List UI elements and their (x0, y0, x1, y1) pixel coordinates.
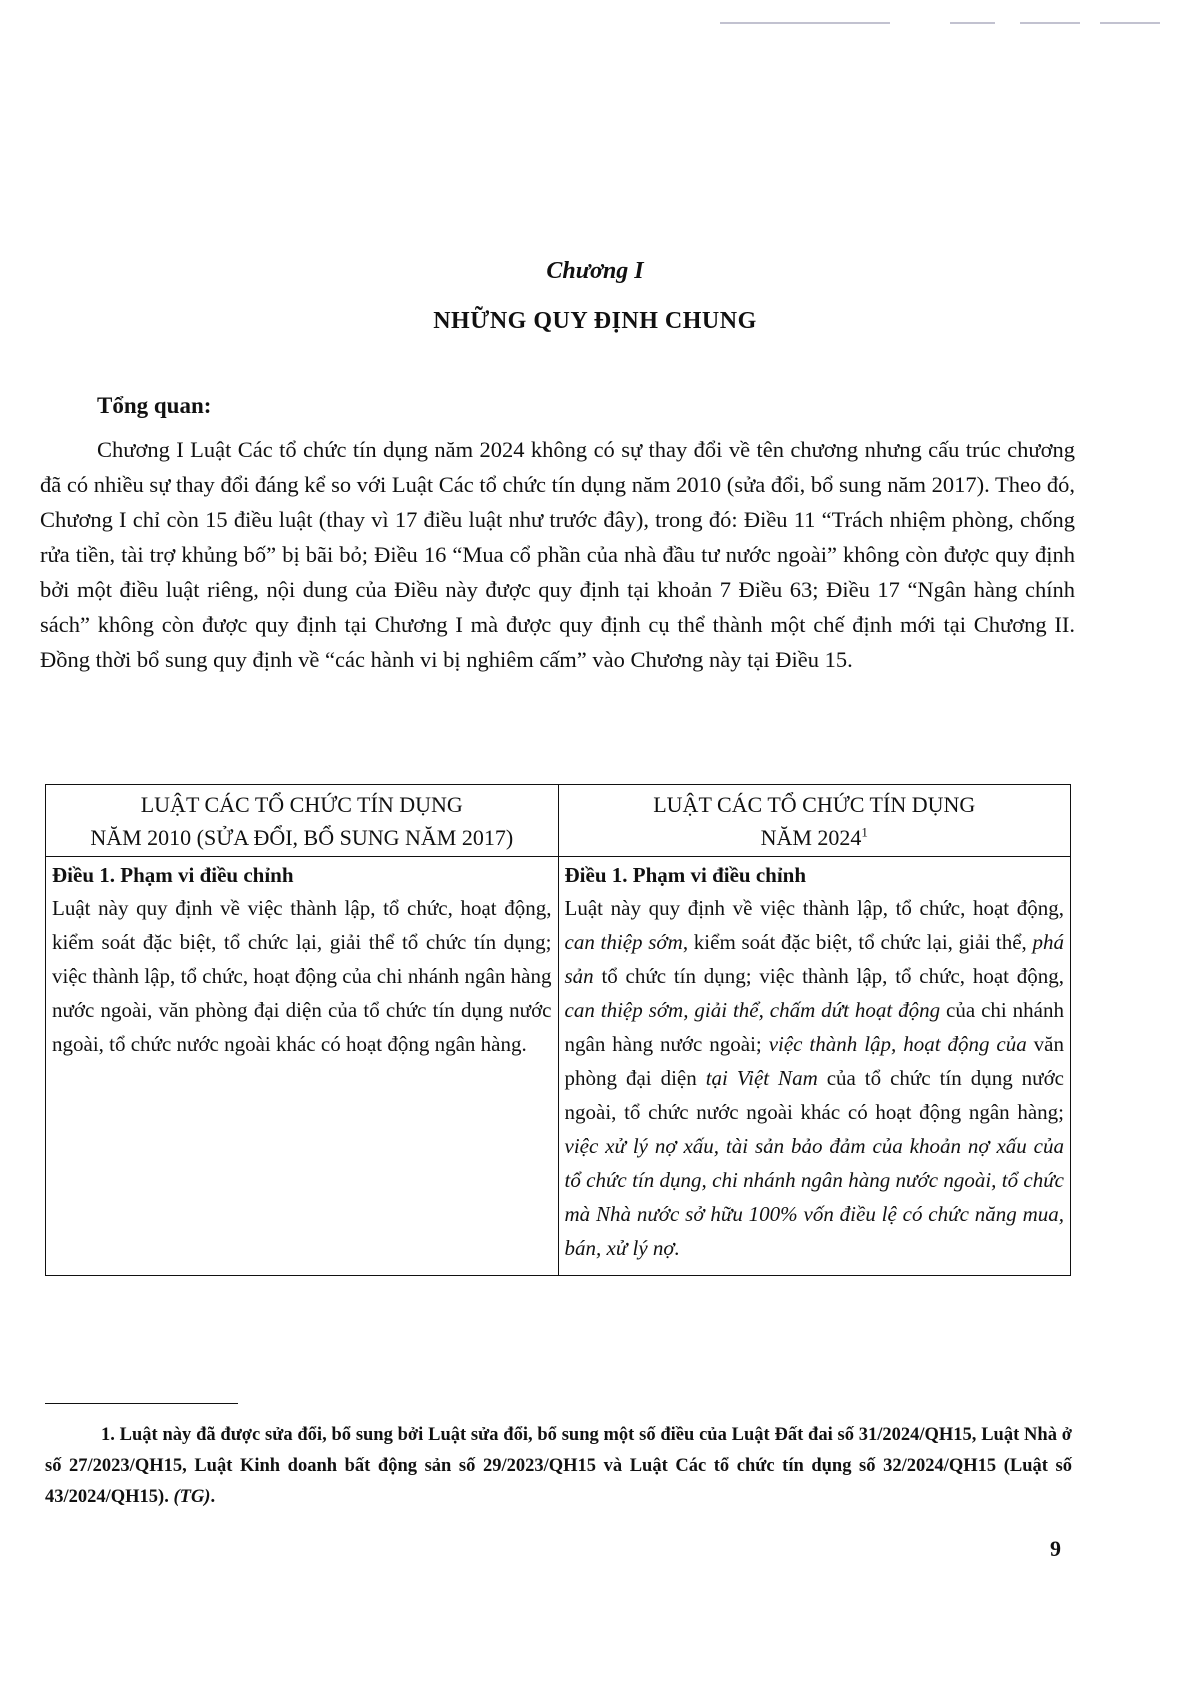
left-header-line2: NĂM 2010 (SỬA ĐỔI, BỔ SUNG NĂM 2017) (90, 825, 514, 850)
chapter-title: Chương I (546, 258, 644, 284)
left-article-title: Điều 1. Phạm vi điều chỉnh (52, 863, 294, 887)
comparison-table (45, 784, 1071, 1276)
left-column-header (46, 785, 559, 857)
amended-text: can thiệp sớm (564, 930, 683, 954)
amended-text: việc xử lý nợ xấu, tài sản bảo đảm của khoản nợ xấu của tổ chức tín dụng, chi nhánh ngân hàng nước ngoài, tổ chức mà Nhà nước sở hữu 100% vốn điều lệ có chức năng mua, bán, xử lý nợ. (564, 1134, 1064, 1260)
article-text: tổ chức tín dụng; việc thành lập, tổ chức, hoạt động, (593, 964, 1064, 988)
amended-text: can thiệp sớm, giải thể, chấm dứt hoạt động (564, 998, 941, 1022)
right-header-line1: LUẬT CÁC TỔ CHỨC TÍN DỤNG (653, 792, 976, 817)
footnote (45, 1420, 1072, 1513)
footnote-reference[interactable]: 1 (861, 824, 868, 840)
scan-artifact (720, 22, 1160, 28)
left-article-cell (46, 857, 559, 1276)
article-text: , kiểm soát đặc biệt, tổ chức lại, giải thể, (682, 930, 1033, 954)
amended-text: tại Việt Nam (705, 1066, 818, 1090)
footnote-text: 1. Luật này đã được sửa đổi, bổ sung bởi Luật sửa đổi, bổ sung một số điều của Luật Đất đai số 31/2024/QH15, Luật Nhà ở số 27/2023/QH15, Luật Kinh doanh bất động sản số 29/2023/QH15 và Luật Các tổ chức tín dụng số 32/2024/QH15 (Luật số 43/2024/QH15). (45, 1425, 1072, 1507)
left-header-line1: LUẬT CÁC TỔ CHỨC TÍN DỤNG (140, 792, 463, 817)
table-header-row (46, 785, 1071, 857)
right-article-body (565, 891, 1065, 1265)
right-header-line2 (567, 821, 1063, 854)
chapter-subtitle: NHỮNG QUY ĐỊNH CHUNG (433, 308, 757, 334)
article-text: Luật này quy định về việc thành lập, tổ chức, hoạt động, (564, 896, 1064, 920)
footnote-tag-suffix: . (210, 1487, 216, 1507)
footnote-tag: (TG) (173, 1487, 211, 1507)
article-text: văn phòng đại diện (564, 1032, 1064, 1090)
amended-text: phá sản (564, 930, 1064, 988)
footnote-divider (45, 1403, 238, 1404)
right-column-header (558, 785, 1071, 857)
amended-text: việc thành lập, hoạt động của (768, 1032, 1027, 1056)
right-article-cell (558, 857, 1071, 1276)
article-text: của chi nhánh ngân hàng nước ngoài; (564, 998, 1064, 1056)
overview-heading: Tổng quan: (97, 393, 212, 418)
page-number: 9 (1050, 1536, 1061, 1561)
overview-paragraph: Chương I Luật Các tổ chức tín dụng năm 2024 không có sự thay đổi về tên chương nhưng cấu trúc chương đã có nhiều sự thay đổi đáng kể so với Luật Các tổ chức tín dụng năm 2010 (sửa đổi, bổ sung năm 2017). Theo đó, Chương I chỉ còn 15 điều luật (thay vì 17 điều luật như trước đây), trong đó: Điều 11 “Trách nhiệm phòng, chống rửa tiền, tài trợ khủng bố” bị bãi bỏ; Điều 16 “Mua cổ phần của nhà đầu tư nước ngoài” không còn được quy định bởi một điều luật riêng, nội dung của Điều này được quy định tại khoản 7 Điều 63; Điều 17 “Ngân hàng chính sách” không còn được quy định tại Chương I mà được quy định cụ thể thành một chế định mới tại Chương II. Đồng thời bổ sung quy định về “các hành vi bị nghiêm cấm” vào Chương này tại Điều 15. (40, 437, 1075, 672)
right-header-year: NĂM 2024 (760, 825, 862, 850)
article-text: của tổ chức tín dụng nước ngoài, tổ chức nước ngoài khác có hoạt động ngân hàng; (564, 1066, 1064, 1124)
table-row (46, 857, 1071, 1276)
right-article-title: Điều 1. Phạm vi điều chỉnh (564, 863, 807, 887)
left-article-body: Luật này quy định về việc thành lập, tổ chức, hoạt động, kiểm soát đặc biệt, tổ chức lại, giải thể tổ chức tín dụng; việc thành lập, tổ chức, hoạt động của chi nhánh ngân hàng nước ngoài, văn phòng đại diện của tổ chức tín dụng nước ngoài, tổ chức nước ngoài khác có hoạt động ngân hàng. (52, 896, 552, 1056)
